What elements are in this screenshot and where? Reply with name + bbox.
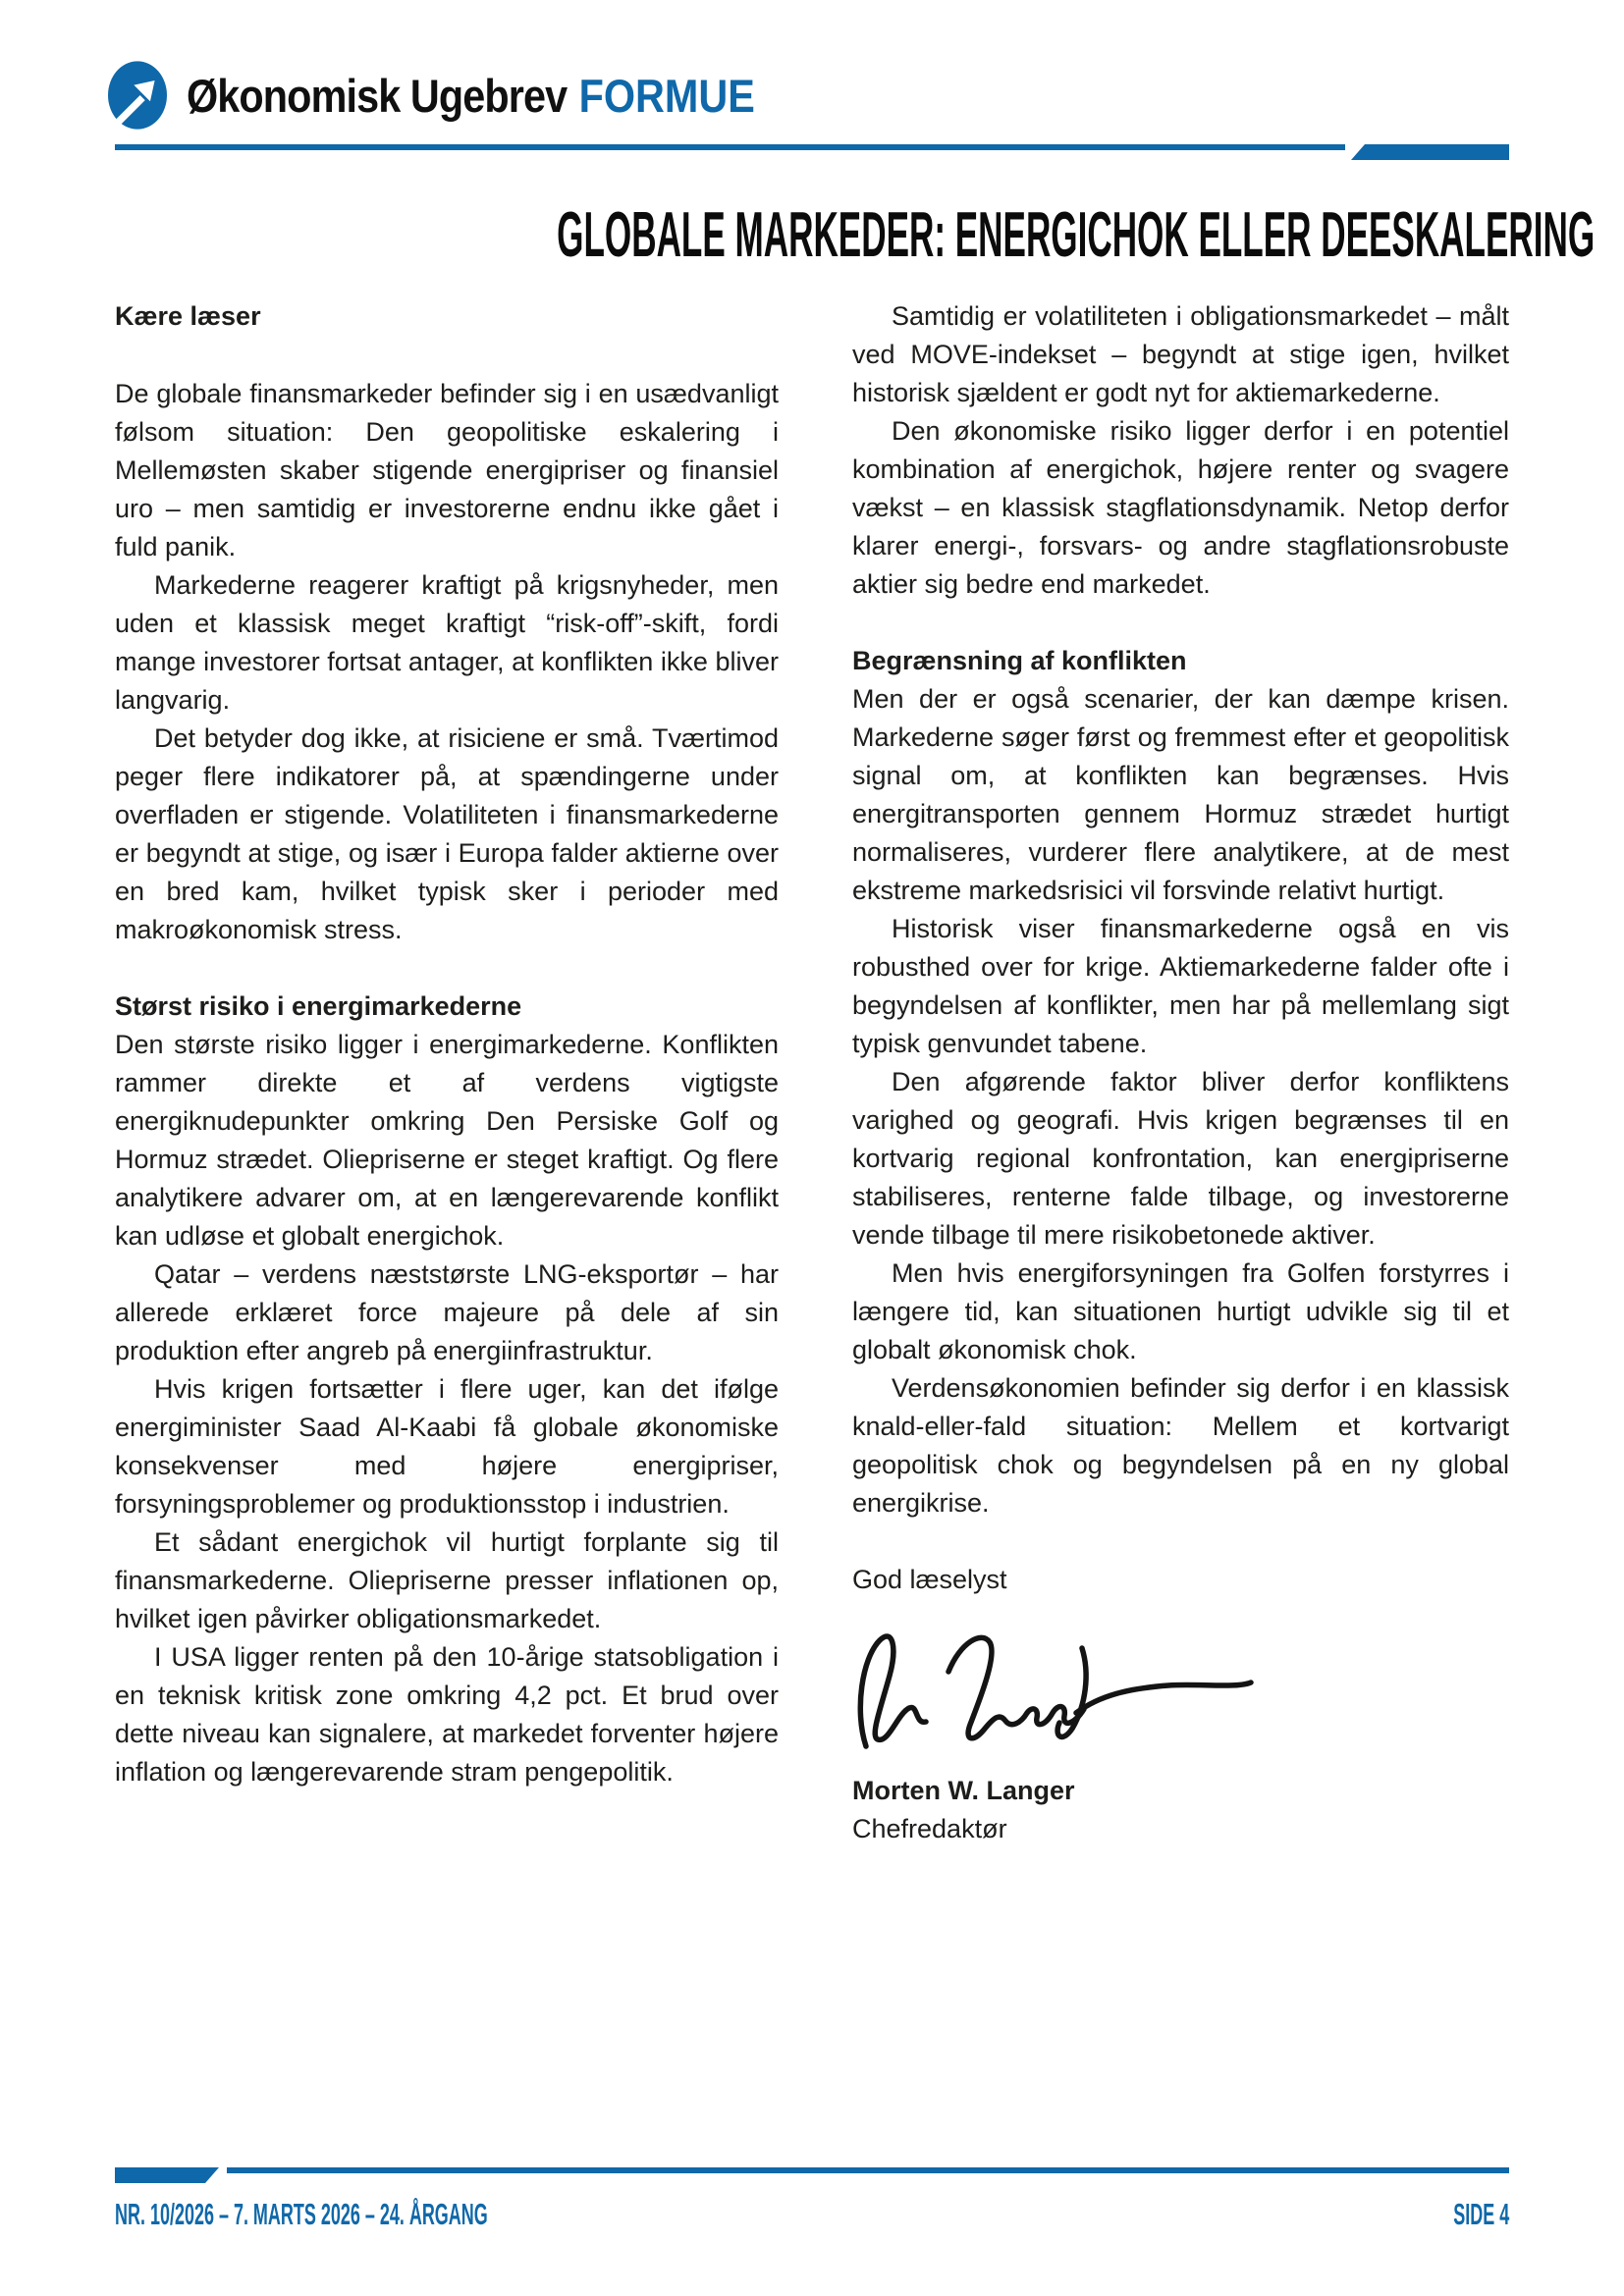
paragraph: Men hvis energiforsyningen fra Golfen forstyrres i længere tid, kan situationen hurtigt udvikle sig til et globalt økonomisk chok.	[852, 1258, 1509, 1364]
footer-issue-line: NR. 10/2026 – 7. MARTS 2026 – 24. ÅRGANG	[115, 2197, 488, 2231]
paragraph: De globale finansmarkeder befinder sig i en usædvanligt følsom situation: Den geopolitiske eskalering i Mellemøsten skaber stigende energipriser og finansiel uro – men samtidig er investorerne endnu ikke gået i fuld panik.	[115, 379, 779, 561]
brand-logo	[108, 61, 833, 130]
paragraph: Samtidig er volatiliteten i obligationsmarkedet – målt ved MOVE-indekset – begyndt at stige igen, hvilket historisk sjældent er godt nyt for aktiemarkederne.	[852, 301, 1509, 407]
salutation: Kære læser	[115, 301, 261, 331]
footer-page-number: SIDE 4	[1453, 2197, 1509, 2231]
paragraph: Den største risiko ligger i energimarkederne. Konflikten rammer direkte et af verdens vigtigste energiknudepunkter omkring Den Persiske Golf og Hormuz strædet. Oliepriserne er steget kraftigt. Og flere analytikere advarer om, at en længerevarende konflikt kan udløse et globalt energichok.	[115, 1030, 779, 1251]
paragraph: I USA ligger renten på den 10-årige statsobligation i en teknisk kritisk zone omkring 4,2 pct. Et brud over dette niveau kan signalere, at markedet forventer højere inflation og længerevarende stram pengepolitik.	[115, 1642, 779, 1787]
page-title-text: GLOBALE MARKEDER: ENERGICHOK ELLER DEESKALERING	[557, 198, 1596, 270]
section-heading-conflict-limit: Begrænsning af konflikten	[852, 646, 1187, 675]
header-rule-thin	[115, 144, 1345, 150]
page-title	[115, 198, 1596, 270]
paragraph: Markederne reagerer kraftigt på krigsnyheder, men uden et klassisk meget kraftigt “risk-off”-skift, fordi mange investorer fortsat antager, at konflikten ikke bliver langvarig.	[115, 570, 779, 715]
paragraph: Verdensøkonomien befinder sig derfor i en klassisk knald-eller-fald situation: Mellem et kortvarigt geopolitisk chok og begyndelsen på en ny global energikrise.	[852, 1373, 1509, 1518]
author-role: Chefredaktør	[852, 1814, 1007, 1843]
paragraph: Et sådant energichok vil hurtigt forplante sig til finansmarkederne. Oliepriserne presser inflationen op, hvilket igen påvirker obligationsmarkedet.	[115, 1527, 779, 1633]
footer-rule-thick	[115, 2167, 219, 2183]
paragraph: Den økonomiske risiko ligger derfor i en potentiel kombination af energichok, højere renter og svagere vækst – en klassisk stagflationsdynamik. Netop derfor klarer energi-, forsvars- og andre stagflationsrobuste aktier sig bedre end markedet.	[852, 416, 1509, 599]
paragraph: Qatar – verdens næststørste LNG-eksportør – har allerede erklæret force majeure på dele af sin produktion efter angreb på energiinfrastruktur.	[115, 1259, 779, 1365]
brand-edition: FORMUE	[578, 69, 755, 122]
column-right	[852, 297, 1509, 1848]
arrow-up-right-circle-icon	[108, 61, 167, 130]
paragraph: Historisk viser finansmarkederne også en vis robusthed over for krige. Aktiemarkederne falder ofte i begyndelsen af konflikter, men har på mellemlang sigt typisk genvundet tabene.	[852, 914, 1509, 1058]
column-left	[115, 297, 779, 1848]
paragraph: Hvis krigen fortsætter i flere uger, kan det ifølge energiminister Saad Al-Kaabi få globale økonomiske konsekvenser med højere energipriser, forsyningsproblemer og produktionsstop i industrien.	[115, 1374, 779, 1519]
brand-name: Økonomisk Ugebrev	[187, 69, 568, 122]
section-heading-energy-risk: Størst risiko i energimarkederne	[115, 991, 522, 1021]
paragraph: Den afgørende faktor bliver derfor konfliktens varighed og geografi. Hvis krigen begrænses til en kortvarig regional konfrontation, kan energipriserne stabiliseres, renterne falde tilbage, og investorerne vende tilbage til mere risikobetonede aktiver.	[852, 1067, 1509, 1250]
paragraph: Det betyder dog ikke, at risiciene er små. Tværtimod peger flere indikatorer på, at spændingerne under overfladen er stigende. Volatiliteten i finansmarkederne er begyndt at stige, og især i Europa falder aktierne over en bred kam, hvilket typisk sker i perioder med makroøkonomisk stress.	[115, 723, 779, 944]
closing-line: God læselyst	[852, 1565, 1007, 1594]
article-body	[115, 297, 1509, 1848]
signature-image	[852, 1615, 1255, 1762]
footer-rule-thin	[227, 2167, 1509, 2173]
brand-text	[187, 69, 755, 123]
paragraph: Men der er også scenarier, der kan dæmpe krisen. Markederne søger først og fremmest efter et geopolitisk signal om, at konflikten kan begrænses. Hvis energitransporten gennem Hormuz strædet hurtigt normaliseres, vurderer flere analytikere, at de mest ekstreme markedsrisici vil forsvinde relativt hurtigt.	[852, 684, 1509, 905]
header-rule-thick	[1351, 144, 1509, 160]
author-name: Morten W. Langer	[852, 1776, 1075, 1805]
